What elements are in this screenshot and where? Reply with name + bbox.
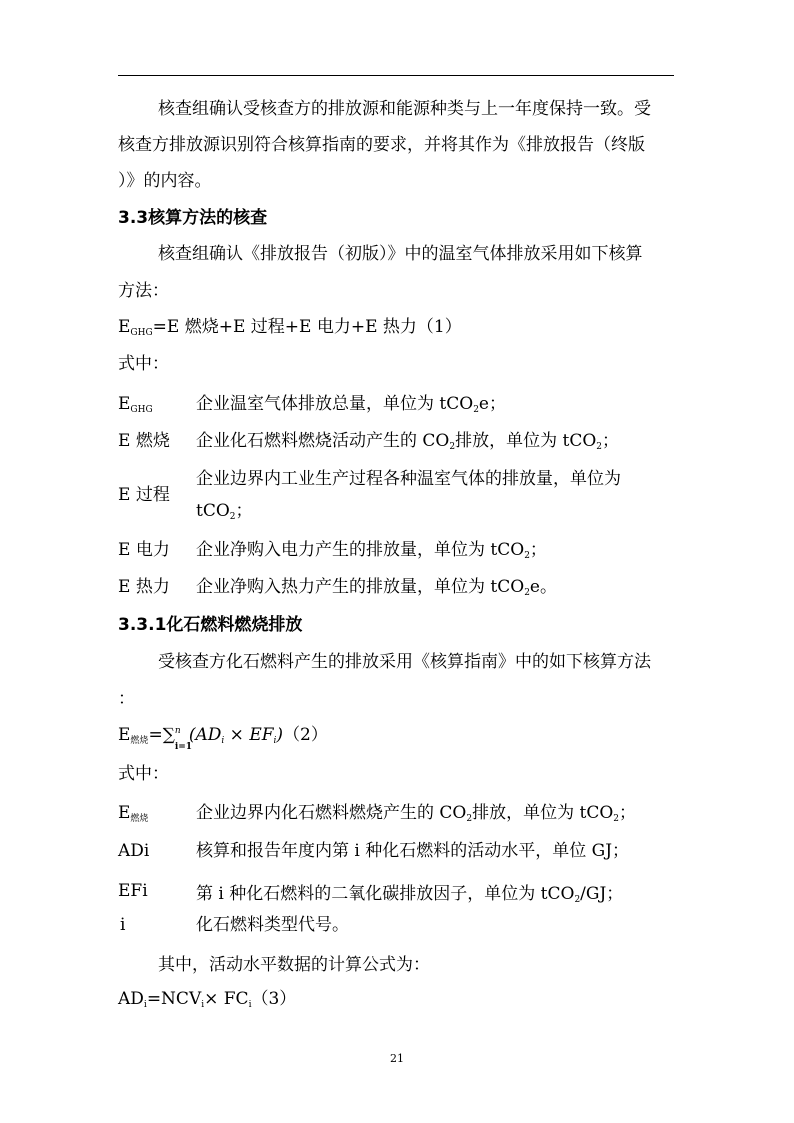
paragraph-line: 其中，活动水平数据的计算公式为： <box>158 955 430 975</box>
section-heading: 3.3.1化石燃料燃烧排放 <box>118 615 303 635</box>
paragraph-line: 受核查方化石燃料产生的排放采用《核算指南》中的如下核算方法 <box>158 652 651 672</box>
definition-text: 企业化石燃料燃烧活动产生的 $CO_2$排放，单位为 tCO$_2$； <box>196 431 620 452</box>
definition-text: 企业净购入热力产生的排放量，单位为 tCO$_2$e。 <box>196 577 557 598</box>
definition-text: 化石燃料类型代号。 <box>196 915 349 935</box>
paragraph-line: 方法： <box>118 281 169 301</box>
header-rule <box>118 75 674 76</box>
page-number: 21 <box>390 1052 404 1065</box>
paragraph-line: ）》的内容。 <box>118 171 212 191</box>
definition-symbol: E 电力 <box>118 540 170 560</box>
definition-text: 企业边界内工业生产过程各种温室气体的排放量，单位为 <box>196 469 621 489</box>
definition-text: 第 i 种化石燃料的二氧化碳排放因子，单位为 tCO$_2$/GJ； <box>196 884 624 905</box>
definition-symbol: E 热力 <box>118 577 170 597</box>
where-label: 式中： <box>118 354 169 374</box>
definition-text-cont: tCO$_2$； <box>196 501 253 522</box>
definition-symbol: E 过程 <box>118 485 170 505</box>
definition-symbol: E 燃烧 <box>118 431 170 451</box>
definition-symbol: i <box>120 915 126 935</box>
equation-2: $E_{燃烧}=\sum$ n i=1 $(AD_i \times EF_i)(2)$ <box>118 725 328 752</box>
definition-symbol: $E_{GHG}$ <box>118 394 153 415</box>
paragraph-line: 核查方排放源识别符合核算指南的要求，并将其作为《排放报告（终版 <box>118 135 645 155</box>
paragraph-line: 核查组确认《排放报告（初版）》中的温室气体排放采用如下核算 <box>158 244 643 264</box>
definition-symbol: EFi <box>118 881 148 901</box>
equation-1: $E_{GHG}=E$ 燃烧+E 过程+E 电力+E 热力（1） <box>118 317 462 338</box>
sum-symbol: ∑ <box>162 725 175 745</box>
paragraph-line: ： <box>118 689 135 709</box>
paragraph-line: 核查组确认受核查方的排放源和能源种类与上一年度保持一致。受 <box>158 99 651 119</box>
definition-text: 企业温室气体排放总量，单位为 tCO$_2$e； <box>196 394 506 415</box>
definition-text: 核算和报告年度内第 i 种化石燃料的活动水平，单位 GJ； <box>196 841 630 861</box>
section-heading: 3.3核算方法的核查 <box>118 208 268 228</box>
definition-text: 企业边界内化石燃料燃烧产生的 $CO_2$排放，单位为 tCO$_2$； <box>196 803 637 824</box>
where-label: 式中： <box>118 764 169 784</box>
definition-text: 企业净购入电力产生的排放量，单位为 tCO$_2$； <box>196 540 547 561</box>
definition-symbol: ADi <box>118 841 150 861</box>
equation-3: $AD_i=NCV_i\times FC_i(3)$ <box>118 989 297 1010</box>
definition-symbol: $E_{燃烧}$ <box>118 803 149 824</box>
